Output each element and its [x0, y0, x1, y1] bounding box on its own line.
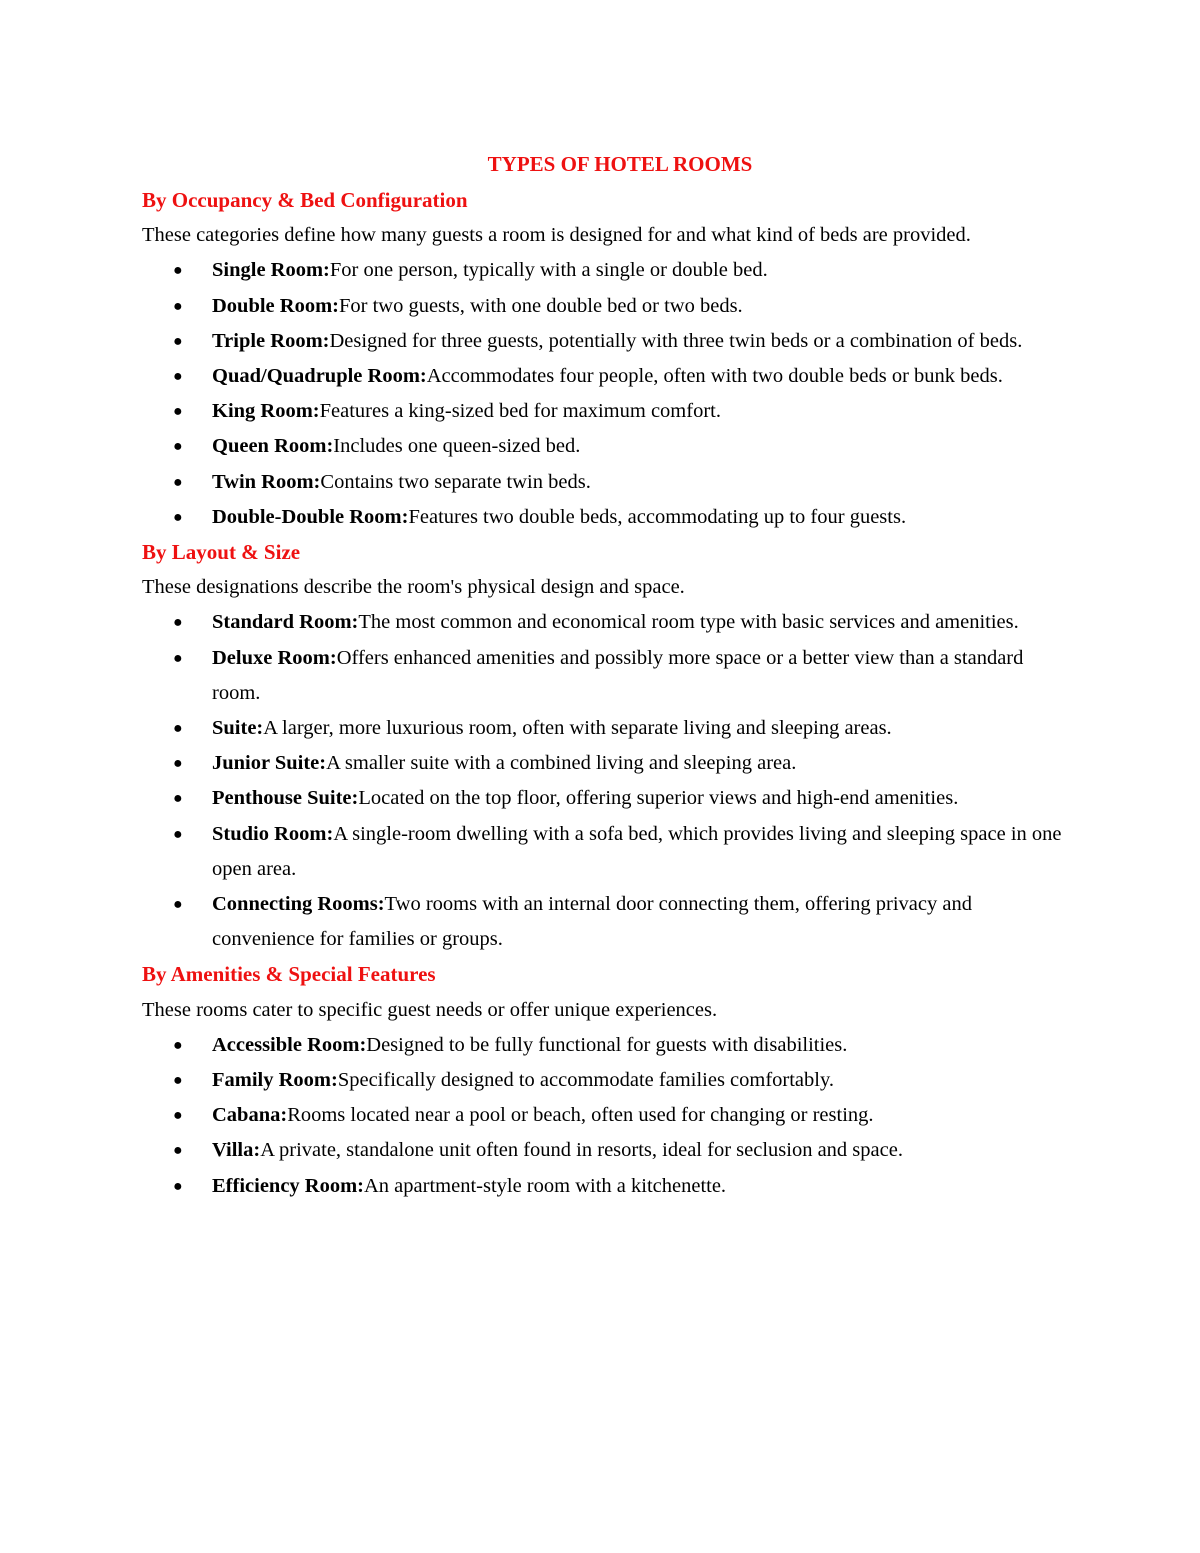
- item-description: Contains two separate twin beds.: [320, 470, 591, 493]
- item-description: An apartment-style room with a kitchenette.: [364, 1174, 727, 1197]
- list-item: [142, 394, 1062, 429]
- section-heading: By Layout & Size: [142, 540, 301, 565]
- bullet-icon: ●: [173, 720, 183, 738]
- list-item: [142, 746, 1062, 781]
- bullet-icon: ●: [173, 614, 183, 632]
- item-term: Triple Room:: [212, 329, 330, 352]
- item-description: Specifically designed to accommodate families comfortably.: [337, 1069, 835, 1092]
- item-term: King Room:: [212, 400, 320, 423]
- list-item: [142, 711, 1062, 746]
- bullet-icon: ●: [173, 332, 183, 350]
- bullet-icon: ●: [173, 368, 183, 386]
- room-type-list: [142, 253, 1062, 535]
- bullet-icon: ●: [173, 1072, 183, 1090]
- list-item: [142, 781, 1062, 816]
- item-term: Deluxe Room:: [212, 646, 337, 669]
- bullet-icon: ●: [173, 649, 183, 667]
- room-type-list: [142, 1028, 1062, 1204]
- bullet-icon: ●: [173, 403, 183, 421]
- item-term: Cabana:: [212, 1104, 288, 1127]
- item-term: Single Room:: [212, 259, 330, 282]
- bullet-icon: ●: [173, 790, 183, 808]
- item-term: Studio Room:: [212, 822, 334, 845]
- bullet-icon: ●: [173, 1107, 183, 1125]
- item-description: A single-room dwelling with a sofa bed, which provides living and sleeping space in one open area.: [212, 822, 1062, 880]
- list-item: [142, 1028, 1062, 1063]
- item-description: Designed to be fully functional for guests with disabilities.: [366, 1033, 848, 1056]
- section-layout-size: [142, 535, 1062, 957]
- item-description: A smaller suite with a combined living and sleeping area.: [326, 752, 797, 775]
- item-description: Accommodates four people, often with two double beds or bunk beds.: [426, 365, 1003, 388]
- list-item: [142, 1063, 1062, 1098]
- item-description: Two rooms with an internal door connecting them, offering privacy and convenience for families or groups.: [212, 893, 972, 951]
- room-type-list: [142, 605, 1062, 957]
- list-item: [142, 641, 1062, 711]
- document-page: [142, 145, 1062, 1204]
- item-description: For two guests, with one double bed or two beds.: [338, 294, 743, 317]
- item-term: Double Room:: [212, 294, 339, 317]
- bullet-icon: ●: [173, 896, 183, 914]
- list-item: [142, 1133, 1062, 1168]
- item-description: Designed for three guests, potentially with three twin beds or a combination of beds.: [329, 329, 1023, 352]
- item-term: Efficiency Room:: [212, 1174, 364, 1197]
- bullet-icon: ●: [173, 825, 183, 843]
- item-description: Features two double beds, accommodating up to four guests.: [408, 505, 907, 528]
- item-term: Connecting Rooms:: [212, 893, 385, 916]
- section-occupancy: [142, 183, 1062, 535]
- bullet-icon: ●: [173, 1177, 183, 1195]
- item-term: Junior Suite:: [212, 752, 327, 775]
- item-term: Villa:: [212, 1139, 261, 1162]
- list-item: [142, 500, 1062, 535]
- list-item: [142, 324, 1062, 359]
- item-term: Standard Room:: [212, 611, 359, 634]
- section-intro: These designations describe the room's physical design and space.: [142, 576, 685, 599]
- item-description: A private, standalone unit often found in resorts, ideal for seclusion and space.: [260, 1139, 903, 1162]
- item-term: Quad/Quadruple Room:: [212, 365, 427, 388]
- list-item: [142, 429, 1062, 464]
- list-item: [142, 465, 1062, 500]
- list-item: [142, 253, 1062, 288]
- bullet-icon: ●: [173, 438, 183, 456]
- item-term: Suite:: [212, 717, 264, 740]
- list-item: [142, 817, 1062, 887]
- item-description: Features a king-sized bed for maximum comfort.: [319, 400, 721, 423]
- bullet-icon: ●: [173, 297, 183, 315]
- bullet-icon: ●: [173, 1036, 183, 1054]
- item-description: For one person, typically with a single or double bed.: [329, 259, 768, 282]
- list-item: [142, 605, 1062, 640]
- item-term: Accessible Room:: [212, 1033, 367, 1056]
- section-intro: These rooms cater to specific guest needs or offer unique experiences.: [142, 998, 718, 1021]
- item-description: A larger, more luxurious room, often with separate living and sleeping areas.: [263, 717, 892, 740]
- item-term: Family Room:: [212, 1069, 338, 1092]
- list-item: [142, 887, 1062, 957]
- item-term: Twin Room:: [212, 470, 321, 493]
- section-amenities: [142, 957, 1062, 1203]
- section-intro: These categories define how many guests a room is designed for and what kind of beds are provided.: [142, 224, 971, 247]
- section-heading: By Occupancy & Bed Configuration: [142, 188, 468, 212]
- bullet-icon: ●: [173, 755, 183, 773]
- item-description: Rooms located near a pool or beach, often used for changing or resting.: [287, 1104, 874, 1127]
- item-term: Penthouse Suite:: [212, 787, 359, 810]
- list-item: [142, 1169, 1062, 1204]
- document-title: TYPES OF HOTEL ROOMS: [487, 152, 753, 176]
- item-description: Offers enhanced amenities and possibly more space or a better view than a standard room.: [212, 646, 1024, 704]
- bullet-icon: ●: [173, 508, 183, 526]
- item-description: The most common and economical room type with basic services and amenities.: [358, 611, 1019, 634]
- list-item: [142, 1098, 1062, 1133]
- item-description: Includes one queen-sized bed.: [333, 435, 581, 458]
- list-item: [142, 359, 1062, 394]
- bullet-icon: ●: [173, 1142, 183, 1160]
- item-term: Queen Room:: [212, 435, 334, 458]
- bullet-icon: ●: [173, 262, 183, 280]
- list-item: [142, 289, 1062, 324]
- bullet-icon: ●: [173, 473, 183, 491]
- section-heading: By Amenities & Special Features: [142, 962, 436, 987]
- item-description: Located on the top floor, offering superior views and high-end amenities.: [358, 787, 959, 810]
- item-term: Double-Double Room:: [212, 505, 409, 528]
